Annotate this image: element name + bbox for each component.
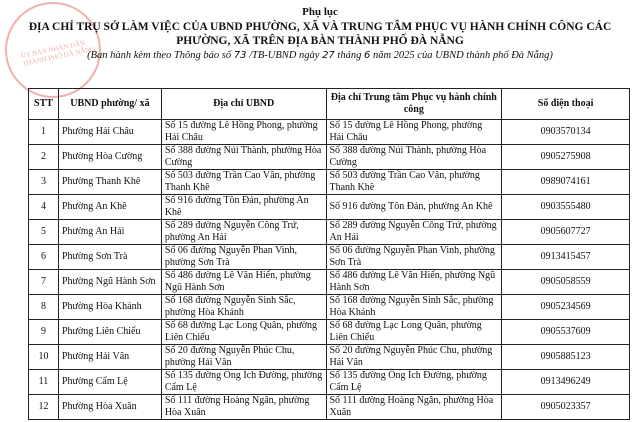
cell-phone: 0913496249 — [502, 370, 630, 395]
table-header-row — [29, 89, 630, 120]
cell-stt: 11 — [29, 370, 59, 395]
cell-name: Phường Hòa Khánh — [58, 295, 161, 320]
table-row — [29, 195, 630, 220]
heading-line-1: ĐỊA CHỈ TRỤ SỞ LÀM VIỆC CỦA UBND PHƯỜNG, XÃ VÀ TRUNG TÂM PHỤC VỤ HÀNH CHÍNH CÔNG CÁC — [28, 21, 612, 33]
page-title: Phụ lục — [302, 6, 338, 18]
cell-center-address: Số 15 đường Lê Hồng Phong, phường Hải Châu — [326, 120, 502, 145]
cell-phone: 0905058559 — [502, 270, 630, 295]
issue-day: 27 — [322, 50, 335, 61]
table-row — [29, 395, 630, 420]
cell-phone: 0905607727 — [502, 220, 630, 245]
issue-number: 73 — [233, 50, 247, 61]
cell-name: Phường Thanh Khê — [58, 170, 161, 195]
cell-phone: 0905234569 — [502, 295, 630, 320]
issue-mid: /TB-UBND ngày — [249, 50, 320, 61]
col-stt: STT — [29, 89, 59, 120]
table-row — [29, 120, 630, 145]
cell-name: Phường Hòa Xuân — [58, 395, 161, 420]
cell-phone: 0989074161 — [502, 170, 630, 195]
cell-center-address: Số 503 đường Trần Cao Vân, phường Thanh Khê — [326, 170, 502, 195]
cell-ubnd-address: Số 503 đường Trần Cao Vân, phường Thanh Khê — [161, 170, 326, 195]
cell-ubnd-address: Số 916 đường Tôn Đản, phường An Khê — [161, 195, 326, 220]
address-table — [28, 88, 630, 420]
cell-center-address: Số 168 đường Nguyễn Sinh Sắc, phường Hòa Khánh — [326, 295, 502, 320]
table-row — [29, 245, 630, 270]
cell-ubnd-address: Số 06 đường Nguyễn Phan Vinh, phường Sơn Trà — [161, 245, 326, 270]
cell-ubnd-address: Số 68 đường Lạc Long Quân, phường Liên Chiểu — [161, 320, 326, 345]
col-ubnd-address: Địa chỉ UBND — [161, 89, 326, 120]
cell-ubnd-address: Số 289 đường Nguyễn Công Trứ, phường An Hải — [161, 220, 326, 245]
issue-note — [0, 50, 640, 61]
document-header — [0, 6, 640, 61]
cell-stt: 8 — [29, 295, 59, 320]
cell-ubnd-address: Số 388 đường Núi Thành, phường Hòa Cường — [161, 145, 326, 170]
heading-line-2: PHƯỜNG, XÃ TRÊN ĐỊA BÀN THÀNH PHỐ ĐÀ NẴNG — [176, 35, 464, 47]
cell-stt: 12 — [29, 395, 59, 420]
cell-stt: 6 — [29, 245, 59, 270]
issue-month-label: tháng — [337, 50, 362, 61]
cell-name: Phường An Khê — [58, 195, 161, 220]
cell-name: Phường Liên Chiểu — [58, 320, 161, 345]
cell-stt: 2 — [29, 145, 59, 170]
cell-stt: 1 — [29, 120, 59, 145]
cell-stt: 9 — [29, 320, 59, 345]
cell-ubnd-address: Số 168 đường Nguyễn Sinh Sắc, phường Hòa Khánh — [161, 295, 326, 320]
cell-phone: 0913415457 — [502, 245, 630, 270]
cell-ubnd-address: Số 20 đường Nguyễn Phúc Chu, phường Hải Vân — [161, 345, 326, 370]
cell-name: Phường An Hải — [58, 220, 161, 245]
cell-stt: 10 — [29, 345, 59, 370]
table-row — [29, 270, 630, 295]
cell-phone: 0905537609 — [502, 320, 630, 345]
cell-name: Phường Cẩm Lệ — [58, 370, 161, 395]
cell-ubnd-address: Số 135 đường Ông Ích Đường, phường Cẩm Lệ — [161, 370, 326, 395]
cell-name: Phường Hải Châu — [58, 120, 161, 145]
cell-name: Phường Ngũ Hành Sơn — [58, 270, 161, 295]
cell-name: Phường Hải Vân — [58, 345, 161, 370]
cell-center-address: Số 20 đường Nguyễn Phúc Chu, phường Hải Vân — [326, 345, 502, 370]
cell-center-address: Số 916 đường Tôn Đản, phường An Khê — [326, 195, 502, 220]
cell-center-address: Số 06 đường Nguyễn Phan Vinh, phường Sơn Trà — [326, 245, 502, 270]
cell-name: Phường Hòa Cường — [58, 145, 161, 170]
cell-phone: 0905275908 — [502, 145, 630, 170]
table-row — [29, 220, 630, 245]
cell-name: Phường Sơn Trà — [58, 245, 161, 270]
cell-center-address: Số 68 đường Lạc Long Quân, phường Liên Chiểu — [326, 320, 502, 345]
table-row — [29, 170, 630, 195]
cell-center-address: Số 111 đường Hoàng Ngân, phường Hòa Xuân — [326, 395, 502, 420]
cell-center-address: Số 388 đường Núi Thành, phường Hòa Cường — [326, 145, 502, 170]
col-ubnd-name: UBND phường/ xã — [58, 89, 161, 120]
cell-center-address: Số 289 đường Nguyễn Công Trứ, phường An Hải — [326, 220, 502, 245]
cell-stt: 3 — [29, 170, 59, 195]
cell-stt: 7 — [29, 270, 59, 295]
cell-phone: 0903555480 — [502, 195, 630, 220]
cell-ubnd-address: Số 111 đường Hoàng Ngân, phường Hòa Xuân — [161, 395, 326, 420]
table-row — [29, 370, 630, 395]
col-phone: Số điện thoại — [502, 89, 630, 120]
table-row — [29, 145, 630, 170]
cell-ubnd-address: Số 15 đường Lê Hồng Phong, phường Hải Châu — [161, 120, 326, 145]
stamp-text: ỦY BAN NHÂN DÂN THÀNH PHỐ ĐÀ NẴNG — [20, 38, 96, 68]
cell-phone: 0905885123 — [502, 345, 630, 370]
issue-prefix: (Ban hành kèm theo Thông báo số — [87, 50, 232, 61]
table-row — [29, 320, 630, 345]
cell-stt: 4 — [29, 195, 59, 220]
cell-phone: 0903570134 — [502, 120, 630, 145]
cell-ubnd-address: Số 486 đường Lê Văn Hiến, phường Ngũ Hành Sơn — [161, 270, 326, 295]
cell-center-address: Số 135 đường Ông Ích Đường, phường Cẩm Lệ — [326, 370, 502, 395]
issue-suffix: năm 2025 của UBND thành phố Đà Nẵng) — [372, 50, 553, 61]
cell-stt: 5 — [29, 220, 59, 245]
table-row — [29, 345, 630, 370]
cell-center-address: Số 486 đường Lê Văn Hiến, phường Ngũ Hành Sơn — [326, 270, 502, 295]
cell-phone: 0905023357 — [502, 395, 630, 420]
col-center-address: Địa chỉ Trung tâm Phục vụ hành chính công — [326, 89, 502, 120]
issue-month: 6 — [363, 50, 371, 61]
table-row — [29, 295, 630, 320]
